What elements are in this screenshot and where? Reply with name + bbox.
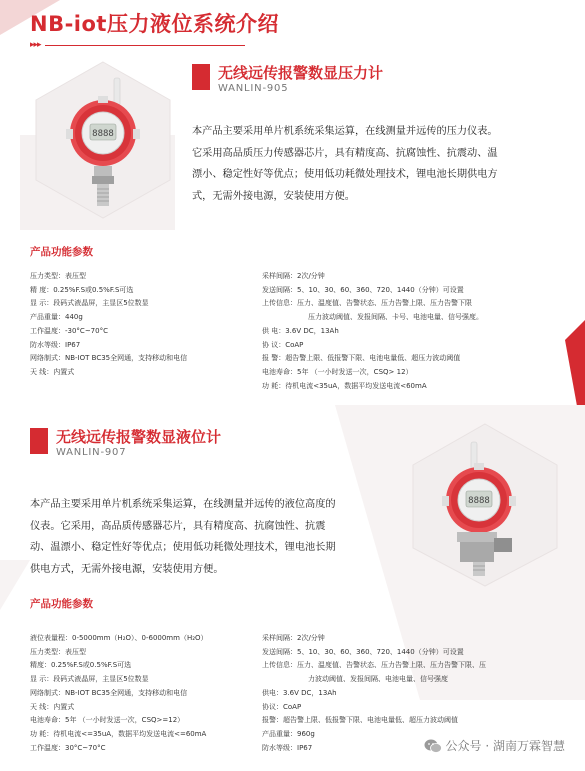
desc-line: 本产品主要采用单片机系统采集运算，在线测量并远传的压力仪表。 xyxy=(192,126,498,137)
section-marker xyxy=(30,428,48,454)
param-row: 液位表量程：0-5000mm（H₂O）、0-6000mm（H₂O） xyxy=(30,634,208,642)
param-row: 工作温度：30°C~70°C xyxy=(30,743,106,752)
param-row: 上传信息：压力、温度值、告警状态、压力告警上限、压力告警下限、压 xyxy=(262,661,486,670)
param-row: 供 电：3.6V DC，13Ah xyxy=(262,326,339,335)
product1-model: WANLIN-905 xyxy=(218,83,289,94)
svg-text:8888: 8888 xyxy=(92,129,114,139)
param-row: 压力类型：表压型 xyxy=(30,647,86,656)
param-row: 电池寿命：5年 （一小时发送一次，CSQ>=12） xyxy=(30,716,185,725)
param-row: 网络制式：NB-IOT BC35全网通，支持移动和电信 xyxy=(30,688,188,697)
param-row: 网络制式：NB-IOT BC35全网通，支持移动和电信 xyxy=(30,354,188,363)
product1-heading xyxy=(192,64,383,96)
arrows-icon: ▸▸▸ xyxy=(30,40,41,50)
param-row: 防水等级：IP67 xyxy=(262,743,313,752)
wechat-icon xyxy=(424,738,442,754)
pressure-gauge-image xyxy=(28,58,178,223)
param-row: 供电：3.6V DC，13Ah xyxy=(262,688,337,697)
svg-text:8888: 8888 xyxy=(468,496,490,506)
param-row: 功 耗：待机电流<35uA，数据平均发送电流<60mA xyxy=(262,381,427,390)
product2-params-title: 产品功能参数 xyxy=(30,598,93,610)
param-row: 发送间隔：5、10、30、60、360、720、1440（分钟）可设置 xyxy=(262,285,464,294)
param-row: 压力类型：表压型 xyxy=(30,272,86,280)
param-row: 显 示：段码式液晶屏，主显区5位数显 xyxy=(30,299,149,308)
desc-line: 动、温漂小、稳定性好等优点；使用低功耗微处理技术，锂电池长期 xyxy=(30,542,336,553)
param-row: 力波动阈值、发报间隔、电池电量、信号强度 xyxy=(308,675,448,684)
product1-params-title: 产品功能参数 xyxy=(30,246,93,258)
param-row: 精度：0.25%F.S或0.5%F.S可选 xyxy=(30,661,132,670)
desc-line: 它采用高品质压力传感器芯片，具有精度高、抗腐蚀性、抗震动、温 xyxy=(192,147,498,159)
param-row: 采样间隔：2次/分钟 xyxy=(262,634,325,642)
param-row: 显 示：段码式液晶屏，主显区5位数显 xyxy=(30,675,149,684)
desc-line: 漂小、稳定性好等优点；使用低功耗微处理技术，锂电池长期供电方 xyxy=(192,169,498,180)
param-row: 产品重量：440g xyxy=(30,313,83,322)
param-row: 天 线：内置式 xyxy=(30,367,75,376)
param-row: 产品重量：960g xyxy=(262,729,315,738)
title-divider xyxy=(30,40,245,50)
watermark-text: 公众号 · 湖南万霖智慧 xyxy=(445,739,565,753)
level-gauge-image xyxy=(405,420,565,590)
param-row: 功 耗：待机电流<=35uA，数据平均发送电流<=60mA xyxy=(30,729,207,738)
param-row: 发送间隔：5、10、30、60、360、720、1440（分钟）可设置 xyxy=(262,647,464,656)
param-row: 精 度：0.25%F.S或0.5%F.S可选 xyxy=(30,285,134,294)
desc-line: 仪表。它采用，高品质传感器芯片，具有精度高、抗腐蚀性、抗震 xyxy=(30,520,326,532)
product1-name: 无线远传报警数显压力计 xyxy=(218,64,384,82)
product2-name: 无线远传报警数显液位计 xyxy=(56,428,222,446)
product2-model: WANLIN-907 xyxy=(56,447,127,458)
param-row: 上传信息：压力、温度值、告警状态、压力告警上限、压力告警下限 xyxy=(262,299,472,308)
param-row: 采样间隔：2次/分钟 xyxy=(262,272,325,280)
product2-params-left xyxy=(30,632,208,755)
desc-line: 式，无需外接电源，安装使用方便。 xyxy=(192,190,355,202)
param-row: 天 线：内置式 xyxy=(30,702,75,711)
desc-line: 供电方式，无需外接电源，安装使用方便。 xyxy=(30,563,224,575)
product1-description xyxy=(192,121,567,207)
desc-line: 本产品主要采用单片机系统采集运算，在线测量并远传的液位高度的 xyxy=(30,499,336,510)
param-row: 报警：超告警上限、低报警下限、电池电量低、超压力波动阈值 xyxy=(262,716,458,725)
param-row: 工作温度：-30°C~70°C xyxy=(30,326,108,335)
param-row: 压力波动阈值、发报间隔、卡号、电池电量、信号强度。 xyxy=(308,313,483,322)
product1-params-left xyxy=(30,270,187,380)
param-row: 协议：CoAP xyxy=(262,702,302,711)
product2-heading xyxy=(30,428,221,460)
param-row: 防水等级：IP67 xyxy=(30,340,81,349)
param-row: 电池寿命：5年 （一小时发送一次，CSQ> 12） xyxy=(262,367,413,376)
watermark xyxy=(424,737,565,754)
section-marker xyxy=(192,64,210,90)
param-row: 协 议：CoAP xyxy=(262,340,304,349)
page-title: NB-iot压力液位系统介绍 xyxy=(30,12,279,36)
product2-description xyxy=(30,494,400,580)
product1-params-right xyxy=(262,270,483,393)
param-row: 报 警：超告警上限、低报警下限、电池电量低、超压力波动阈值 xyxy=(262,354,461,363)
